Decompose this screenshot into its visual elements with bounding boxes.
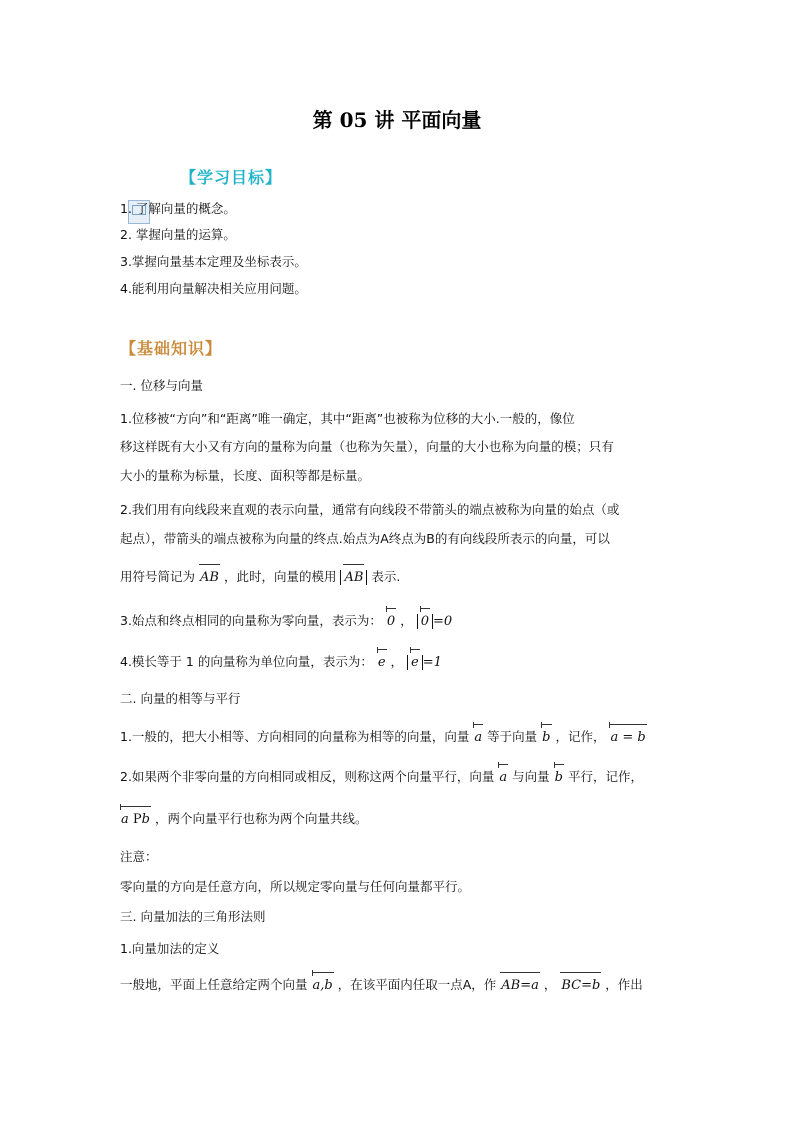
- text-run: 用符号简记为: [120, 569, 196, 584]
- paragraph-line: [120, 976, 680, 995]
- paragraph-line: [120, 568, 680, 587]
- note-label: 注意：: [120, 849, 158, 864]
- vector-ab-modulus: AB: [340, 570, 367, 585]
- text-run: ，作出: [605, 977, 643, 992]
- zero-vector: 0: [386, 613, 396, 631]
- text-run: ，两个向量平行也称为两个向量共线。: [154, 811, 368, 826]
- paragraph-line: 起点），带箭头的端点被称为向量的终点.始点为A终点为B的有向线段所表示的向量，可以: [120, 531, 610, 546]
- text-run: 表示.: [371, 569, 401, 584]
- page-title: 第 05 讲 平面向量: [312, 108, 482, 132]
- text-run: ，: [543, 977, 557, 992]
- text-run: 1.一般的，把大小相等、方向相同的向量称为相等的向量，向量: [120, 729, 470, 744]
- zero-vector-modulus: 0: [417, 614, 433, 629]
- paragraph-line: [120, 768, 680, 787]
- paragraph-line: 大小的量称为标量，长度、面积等都是标量。: [120, 468, 371, 483]
- paragraph-line: 2.我们用有向线段来直观的表示向量，通常有向线段不带箭头的端点被称为向量的始点（或: [120, 502, 620, 517]
- vector-b: b: [541, 729, 551, 747]
- text-run: 平行，记作，: [567, 769, 643, 784]
- text-run: ，记作，: [555, 729, 606, 744]
- paragraph-line: [120, 810, 680, 829]
- vectors-a-b: a,b: [312, 977, 334, 995]
- text-run: 4.模长等于 1 的向量称为单位向量，表示为：: [120, 654, 373, 669]
- section-title: 三. 向量加法的三角形法则: [120, 909, 266, 924]
- text-run: ，: [400, 613, 413, 628]
- section-title: 二. 向量的相等与平行: [120, 691, 241, 706]
- text-run: ，此时，向量的模用: [223, 569, 337, 584]
- goal-item: 3.掌握向量基本定理及坐标表示。: [120, 254, 307, 269]
- paragraph-line: 1.向量加法的定义: [120, 941, 220, 956]
- text-run: 等于向量: [487, 729, 538, 744]
- text-run: 一般地，平面上任意给定两个向量: [120, 977, 308, 992]
- paragraph-line: 4.模长等于 1 的向量称为单位向量，表示为： e ， e =1: [120, 653, 680, 672]
- vector-b: b: [554, 769, 564, 787]
- text-run: 3.始点和终点相同的向量称为零向量，表示为：: [120, 613, 382, 628]
- text-run: ，: [390, 654, 404, 669]
- section-title: 一. 位移与向量: [120, 378, 203, 393]
- equation-a-equals-b: a = b: [609, 729, 646, 747]
- basic-knowledge-heading: 【基础知识】: [120, 339, 223, 358]
- unit-vector-modulus: e: [407, 655, 423, 670]
- vector-a: a: [498, 769, 508, 787]
- vector-ab: AB: [199, 569, 220, 587]
- text-run: 与向量: [512, 769, 550, 784]
- vector-a: a: [473, 729, 483, 747]
- text-run: ，在该平面内任取一点A，作: [337, 977, 497, 992]
- note-text: 零向量的方向是任意方向，所以规定零向量与任何向量都平行。: [120, 879, 471, 894]
- paragraph-line: [120, 728, 680, 747]
- expression-a-parallel-b: a Pb: [120, 811, 151, 829]
- learning-goals-heading: 【学习目标】: [180, 168, 283, 187]
- text-run: 2.如果两个非零向量的方向相同或相反，则称这两个向量平行，向量: [120, 769, 495, 784]
- goal-item: 4.能利用向量解决相关应用问题。: [120, 281, 307, 296]
- vector-ab-equals-a: AB=a: [500, 977, 540, 995]
- paragraph-line: 1.位移被“方向”和“距离”唯一确定，其中“距离”也被称为位移的大小.一般的，像位: [120, 411, 575, 426]
- goal-item: 1. 了解向量的概念。: [120, 201, 236, 216]
- paragraph-line: 移这样既有大小又有方向的量称为向量（也称为矢量），向量的大小也称为向量的模；只有: [120, 439, 614, 454]
- paragraph-line: 3.始点和终点相同的向量称为零向量，表示为： 0 ， 0 =0: [120, 612, 680, 631]
- unit-vector: e: [377, 654, 387, 672]
- vector-bc-equals-b: BC=b: [560, 977, 601, 995]
- goal-item: 2. 掌握向量的运算。: [120, 227, 236, 242]
